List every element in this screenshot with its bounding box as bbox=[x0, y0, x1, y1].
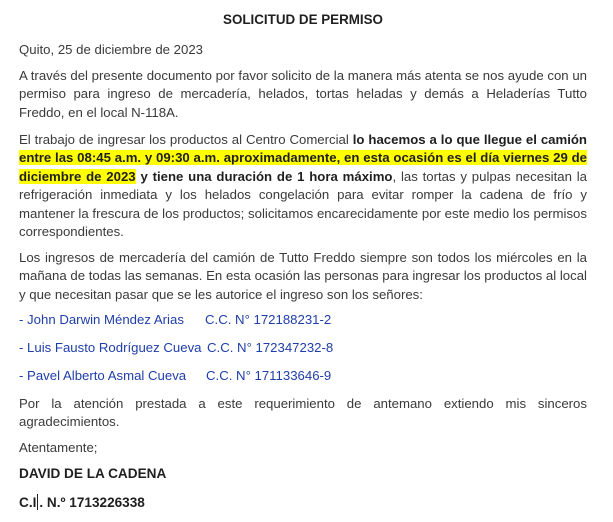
schedule-highlight-text: entre las 08:45 a.m. y 09:30 a.m. aproximadamente, en esta ocasión es el día viernes 29 de diciembre de 2023 bbox=[19, 150, 587, 184]
document-title: SOLICITUD DE PERMISO bbox=[223, 12, 383, 27]
schedule-duration-text: y tiene una duración de 1 hora máximo bbox=[135, 168, 393, 184]
person-id: C.C. N° 172188231-2 bbox=[205, 312, 332, 327]
schedule-rest-text: , las tortas y pulpas necesitan la refrigeración inmediata y los helados congelación para evitar romper la cadena de frío y mantener la frescura de los productos; solicitamos encarecidamente por este medio los permisos correspondientes. bbox=[19, 168, 587, 240]
closing-text: Atentamente; bbox=[19, 440, 98, 455]
signer-name: DAVID DE LA CADENA bbox=[19, 466, 167, 481]
person-id: C.C. N° 171133646-9 bbox=[206, 368, 332, 383]
signer-id bbox=[19, 494, 145, 510]
paragraph-people-intro: Los ingresos de mercadería del camión de Tutto Freddo siempre son todos los miércoles en la mañana de todas las semanas. En esta ocasión las personas para ingresar los productos al local y que necesitan pasar que se les autorice el ingreso son los señores: bbox=[19, 250, 587, 302]
person-id: C.C. N° 172347232-8 bbox=[207, 340, 334, 355]
paragraph-request: A través del presente documento por favor solicito de la manera más atenta se nos ayude con un permiso para ingreso de mercadería, helados, tortas heladas y demás a Heladerías Tutto Freddo, en el local N-118A. bbox=[19, 68, 587, 120]
date-line: Quito, 25 de diciembre de 2023 bbox=[19, 42, 204, 57]
list-item bbox=[19, 367, 331, 385]
list-item bbox=[19, 311, 331, 329]
schedule-bold-text: lo hacemos a lo que llegue el camión bbox=[352, 132, 587, 147]
person-name: - John Darwin Méndez Arias bbox=[19, 312, 184, 327]
paragraph-thanks: Por la atención prestada a este requerimiento de antemano extiendo mis sinceros agradecimientos. bbox=[19, 396, 587, 430]
paragraph-schedule bbox=[19, 131, 587, 241]
signer-id-prefix: C.I bbox=[19, 495, 37, 510]
person-name: - Luis Fausto Rodríguez Cueva bbox=[19, 340, 202, 355]
person-name: - Pavel Alberto Asmal Cueva bbox=[19, 368, 187, 383]
list-item bbox=[19, 339, 333, 357]
schedule-intro-text: El trabajo de ingresar los productos al Centro Comercial bbox=[19, 132, 353, 147]
signer-id-number: . N.º 1713226338 bbox=[39, 495, 145, 510]
